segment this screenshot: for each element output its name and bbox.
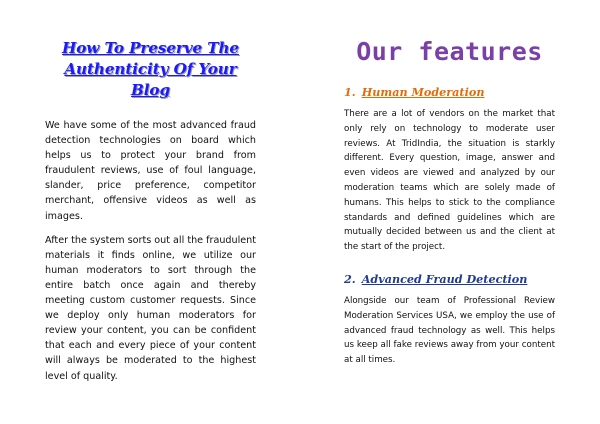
- left-heading-line1: How To Preserve The: [62, 39, 239, 57]
- left-heading-line2: Authenticity Of Your Blog: [64, 60, 237, 99]
- left-column: [45, 0, 256, 384]
- feature-heading-text: Advanced Fraud Detection: [361, 271, 528, 286]
- left-paragraph-2: After the system sorts out all the fraudulent materials it finds online, we utilize our human moderators to sort through the entire batch once again and thereby meeting custom customer requests. Since we deploy only human moderators for review your content, you can be confident that each and every piece of your content will always be moderated to the highest level of quality.: [45, 234, 256, 382]
- left-paragraph-1: We have some of the most advanced fraud detection technologies on board which helps us to protect your brand from fraudulent reviews, use of foul language, slander, price preference, competitor merchant, offensive videos as well as images.: [45, 120, 256, 222]
- features-title: Our features: [356, 37, 543, 66]
- feature-body-advanced-fraud-detection: Alongside our team of Professional Review Moderation Services USA, we employ the use of advanced fraud technology as well. This helps us keep all fake reviews away from your content at all times.: [344, 295, 555, 366]
- feature-number: 1.: [344, 85, 356, 99]
- right-column: [344, 0, 555, 368]
- feature-heading-text: Human Moderation: [361, 85, 485, 99]
- feature-number: 2.: [344, 271, 356, 286]
- feature-heading-advanced-fraud-detection: [344, 272, 555, 287]
- feature-heading-human-moderation: [344, 85, 555, 100]
- left-heading: [45, 38, 256, 101]
- feature-body-human-moderation: There are a lot of vendors on the market that only rely on technology to moderate user reviews. At TridIndia, the situation is starkly different. Every question, image, answer and even videos are viewed and analyzed by our moderation teams which are solely made of humans. This helps to stick to the compliance standards and defined guidelines which are mutually decided between us and the client at the start of the project.: [344, 109, 555, 253]
